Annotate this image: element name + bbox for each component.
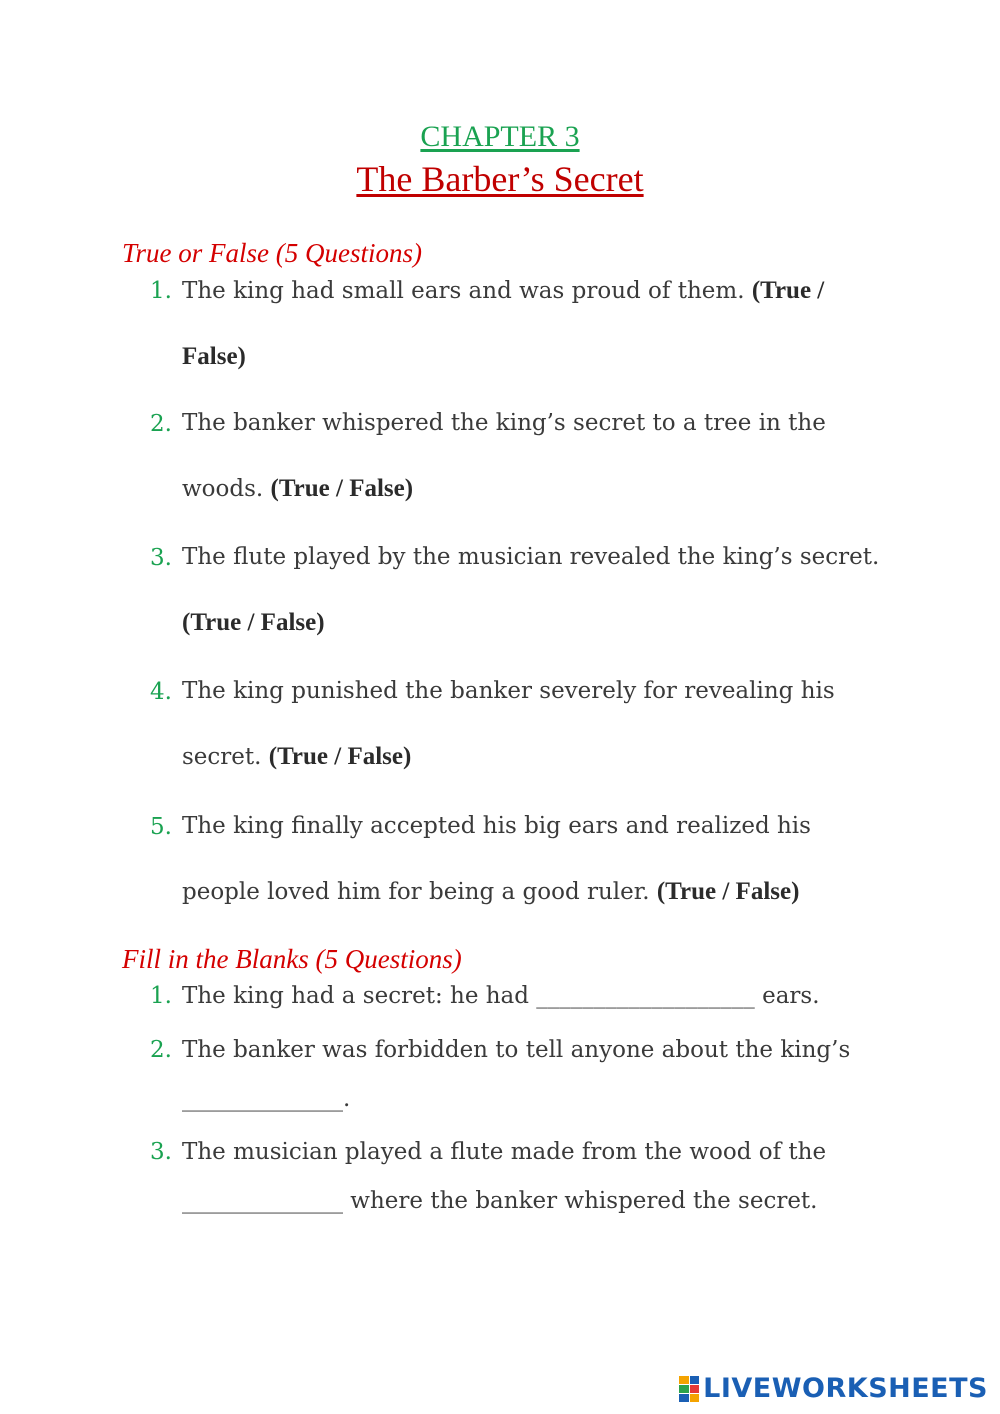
true-false-option[interactable]: (True / False) [182, 277, 825, 370]
question-number: 2. [150, 411, 172, 437]
chapter-label: CHAPTER 3 [420, 120, 580, 153]
question-text: The king had small ears and was proud of them. [182, 278, 752, 304]
liveworksheets-logo-icon [679, 1376, 699, 1402]
fill-blanks-heading: Fill in the Blanks (5 Questions) [122, 944, 462, 974]
page-title: The Barber’s Secret [356, 159, 644, 199]
question-text: The king had a secret: he had ___________________ ears. [182, 983, 820, 1009]
liveworksheets-logo [679, 1373, 988, 1404]
question-text: The flute played by the musician revealed the king’s secret. [182, 544, 880, 570]
question-text: The banker was forbidden to tell anyone about the king’s ______________. [182, 1037, 851, 1112]
question-text: The king punished the banker severely for revealing his secret. [182, 678, 835, 770]
question-number: 2. [150, 1037, 172, 1063]
question-text: The musician played a flute made from the wood of the ______________ where the banker whispered the secret. [182, 1139, 827, 1214]
true-false-option[interactable]: (True / False) [182, 609, 325, 636]
question-text: The king finally accepted his big ears and realized his people loved him for being a good ruler. [182, 813, 811, 905]
question-number: 3. [150, 545, 172, 571]
question-text: The banker whispered the king’s secret to a tree in the woods. [182, 410, 826, 502]
true-false-heading: True or False (5 Questions) [122, 238, 422, 268]
logo-text: LIVEWORKSHEETS [703, 1373, 988, 1404]
true-false-option[interactable]: (True / False) [270, 475, 414, 502]
question-number: 1. [150, 278, 172, 304]
question-number: 4. [150, 679, 172, 705]
question-number: 1. [150, 983, 172, 1009]
question-number: 5. [150, 814, 172, 840]
true-false-option[interactable]: (True / False) [268, 743, 412, 770]
true-false-option[interactable]: (True / False) [656, 878, 800, 905]
question-number: 3. [150, 1139, 172, 1165]
